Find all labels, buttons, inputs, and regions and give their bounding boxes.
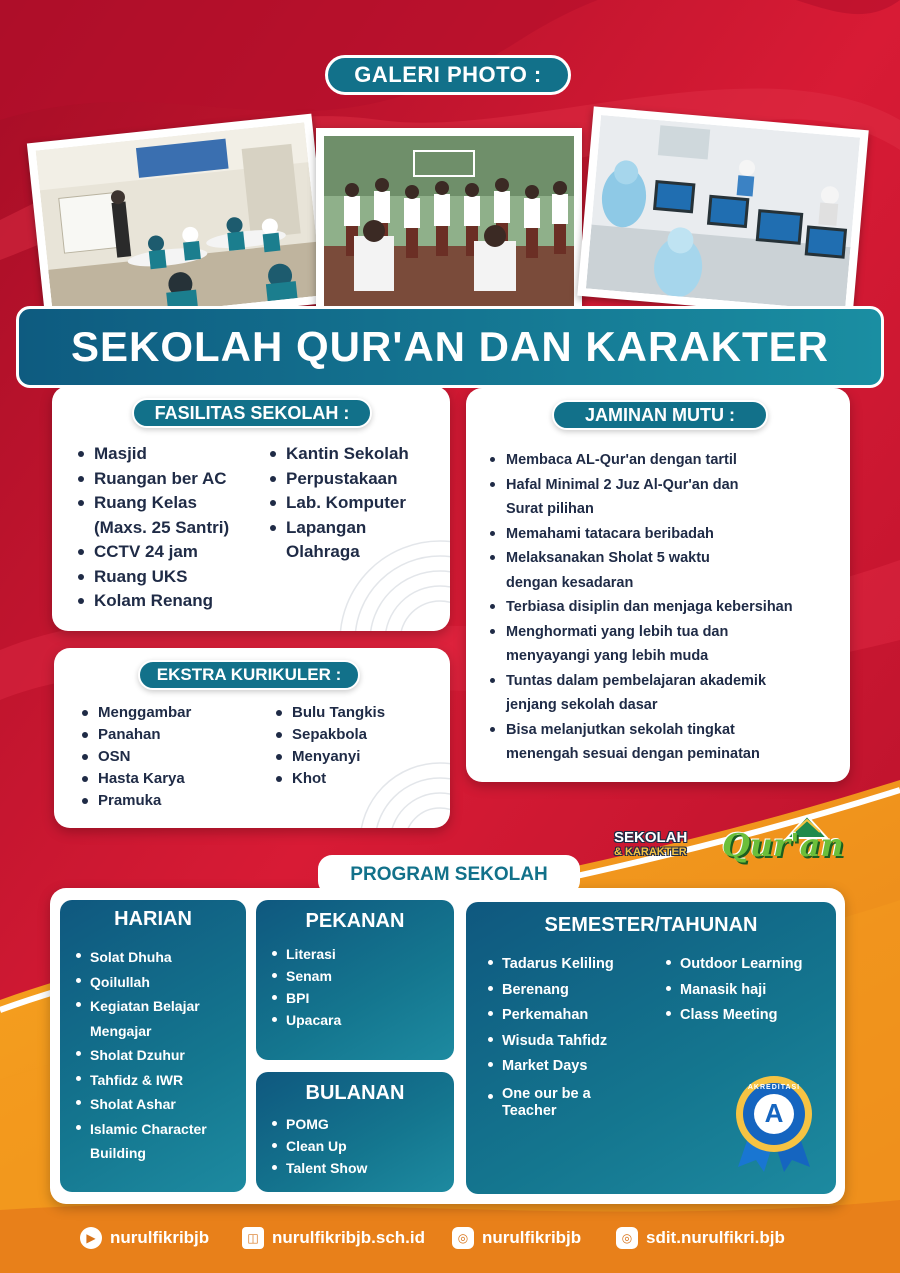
list-item: Bisa melanjutkan sekolah tingkat menengah sesuai dengan peminatan — [490, 718, 793, 767]
semester-card — [466, 902, 836, 1194]
footer — [0, 1218, 900, 1258]
bulanan-list — [272, 1113, 454, 1179]
list-item: Qoilullah — [76, 970, 246, 995]
list-item: Berenang — [488, 978, 614, 1004]
logo-line2: & KARAKTER — [614, 846, 687, 858]
list-item: Khot — [276, 768, 385, 790]
list-item: Tuntas dalam pembelajaran akademik jenjang sekolah dasar — [490, 669, 793, 718]
list-item: Ruang UKS — [78, 565, 229, 590]
logo-line1: SEKOLAH — [614, 829, 688, 846]
pekanan-list — [272, 943, 454, 1031]
footer-instagram-2[interactable]: ◎ sdit.nurulfikri.bjb — [616, 1227, 785, 1249]
list-item: Wisuda Tahfidz — [488, 1029, 614, 1055]
list-item: Ruangan ber AC — [78, 467, 229, 492]
fasilitas-list-right — [270, 442, 409, 565]
list-item: Menyanyi — [276, 746, 385, 768]
list-item: CCTV 24 jam — [78, 540, 229, 565]
list-item: Upacara — [272, 1009, 454, 1031]
gallery-photo-classroom[interactable] — [27, 114, 331, 333]
list-item: Literasi — [272, 943, 454, 965]
list-item: Menghormati yang lebih tua dan menyayangi yang lebih muda — [490, 620, 793, 669]
list-item: Terbiasa disiplin dan menjaga kebersihan — [490, 595, 793, 620]
school-logo — [614, 808, 844, 870]
semester-list-right — [666, 952, 802, 1029]
list-item: BPI — [272, 987, 454, 1009]
gallery-photo-computer-lab[interactable] — [577, 106, 869, 319]
instagram-icon: ◎ — [616, 1227, 638, 1249]
list-item: Membaca AL-Qur'an dengan tartil — [490, 448, 793, 473]
bulanan-title: BULANAN — [305, 1082, 405, 1104]
fasilitas-list-left — [78, 442, 229, 614]
list-item: Kantin Sekolah — [270, 442, 409, 467]
harian-title: HARIAN — [114, 908, 192, 930]
list-item: Perkemahan — [488, 1003, 614, 1029]
jaminan-list — [490, 448, 793, 767]
main-title: SEKOLAH QUR'AN DAN KARAKTER — [16, 306, 884, 388]
youtube-icon: ▶ — [80, 1227, 102, 1249]
list-item: Hasta Karya — [82, 768, 191, 790]
logo-script: Qur'an — [722, 826, 844, 864]
list-item: POMG — [272, 1113, 454, 1135]
list-item: Bulu Tangkis — [276, 702, 385, 724]
ekstra-label: EKSTRA KURIKULER : — [138, 660, 360, 690]
list-item: Tahfidz & IWR — [76, 1068, 246, 1093]
ekstra-list-left — [82, 702, 191, 812]
semester-list-left — [488, 952, 614, 1120]
list-item: Memahami tatacara beribadah — [490, 522, 793, 547]
ekstra-list-right — [276, 702, 385, 790]
gallery-photo-field[interactable] — [316, 128, 582, 316]
list-item: Outdoor Learning — [666, 952, 802, 978]
list-item: Manasik haji — [666, 978, 802, 1004]
list-item: Class Meeting — [666, 1003, 802, 1029]
list-item: Melaksanakan Sholat 5 waktu dengan kesadaran — [490, 546, 793, 595]
list-item: Kegiatan Belajar Mengajar — [76, 994, 246, 1043]
bulanan-card — [256, 1072, 454, 1192]
list-item: Hafal Minimal 2 Juz Al-Qur'an dan Surat pilihan — [490, 473, 793, 522]
harian-list — [76, 945, 246, 1166]
badge-grade: A — [764, 1098, 784, 1128]
list-item: Lapangan Olahraga — [270, 516, 409, 565]
instagram-icon: ◎ — [452, 1227, 474, 1249]
list-item: Lab. Komputer — [270, 491, 409, 516]
akreditasi-badge — [728, 1072, 820, 1172]
list-item: Pramuka — [82, 790, 191, 812]
jaminan-label: JAMINAN MUTU : — [552, 400, 768, 430]
badge-text: AKREDITASI — [747, 1084, 801, 1091]
list-item: Panahan — [82, 724, 191, 746]
list-item: Sepakbola — [276, 724, 385, 746]
jaminan-card — [466, 388, 850, 782]
list-item: OSN — [82, 746, 191, 768]
fasilitas-label: FASILITAS SEKOLAH : — [132, 398, 372, 428]
list-item: Sholat Dzuhur — [76, 1043, 246, 1068]
list-item: Tadarus Keliling — [488, 952, 614, 978]
footer-website[interactable]: ◫ nurulfikribjb.sch.id — [242, 1227, 425, 1249]
list-item: Solat Dhuha — [76, 945, 246, 970]
field-image — [324, 136, 574, 308]
footer-instagram[interactable]: ◎ nurulfikribjb — [452, 1227, 581, 1249]
list-item: Kolam Renang — [78, 589, 229, 614]
globe-icon: ◫ — [242, 1227, 264, 1249]
pekanan-title: PEKANAN — [305, 910, 405, 932]
classroom-image — [36, 122, 323, 323]
list-item: Ruang Kelas (Maxs. 25 Santri) — [78, 491, 229, 540]
list-item: One our be a Teacher — [488, 1086, 614, 1120]
list-item: Sholat Ashar — [76, 1092, 246, 1117]
list-item: Menggambar — [82, 702, 191, 724]
list-item: Islamic Character Building — [76, 1117, 246, 1166]
program-label: PROGRAM SEKOLAH — [318, 855, 580, 895]
list-item: Perpustakaan — [270, 467, 409, 492]
computer-lab-image — [586, 115, 860, 311]
semester-title: SEMESTER/TAHUNAN — [544, 914, 758, 936]
galeri-photo-label: GALERI PHOTO : — [325, 55, 571, 95]
footer-youtube[interactable]: ▶ nurulfikribjb — [80, 1227, 209, 1249]
harian-card — [60, 900, 246, 1192]
list-item: Masjid — [78, 442, 229, 467]
list-item: Talent Show — [272, 1157, 454, 1179]
list-item: Clean Up — [272, 1135, 454, 1157]
list-item: Senam — [272, 965, 454, 987]
list-item: Market Days — [488, 1054, 614, 1080]
pekanan-card — [256, 900, 454, 1060]
